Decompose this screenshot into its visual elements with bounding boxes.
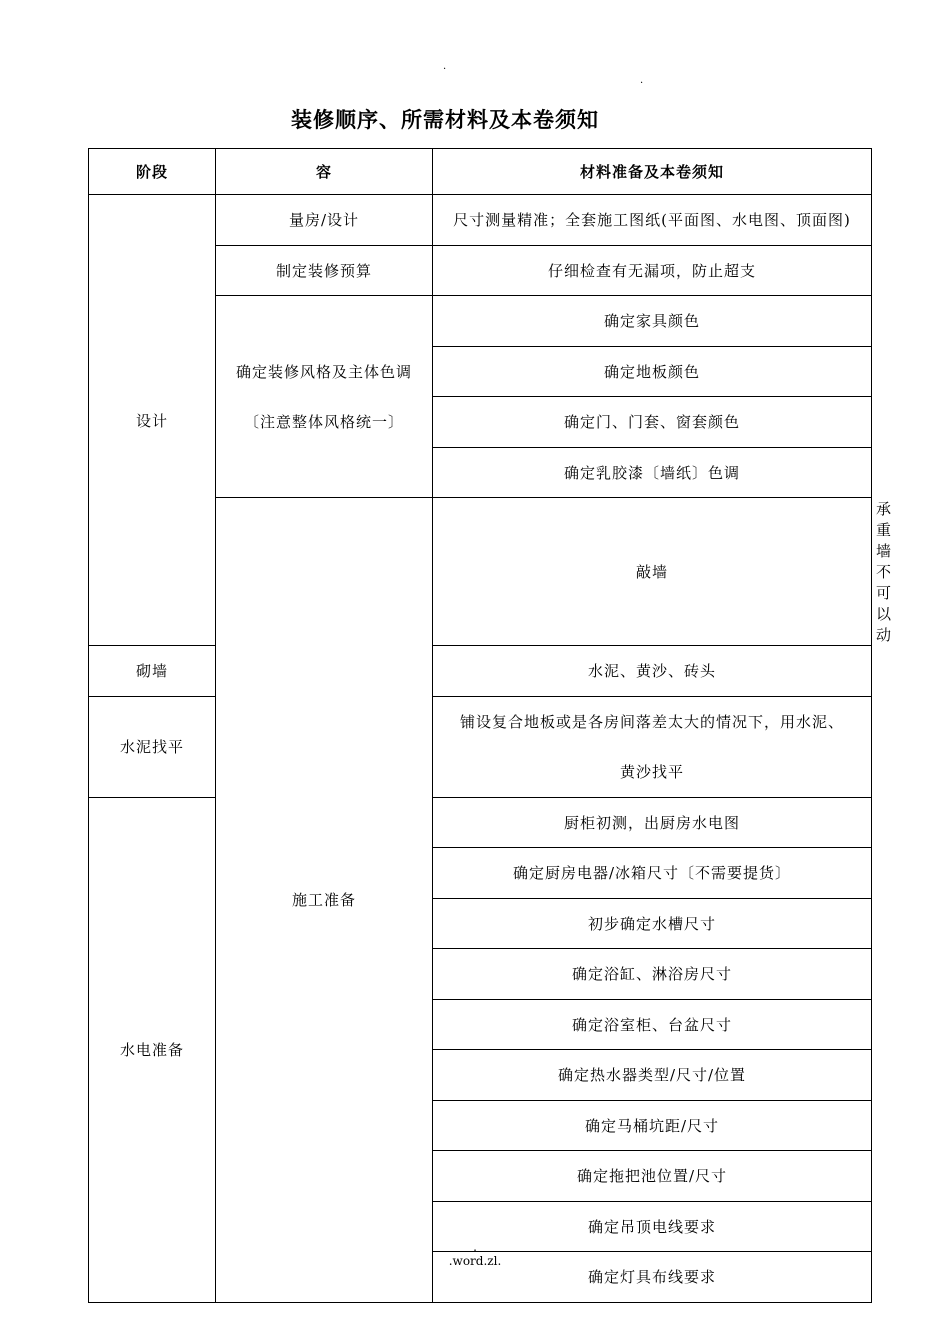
material-cell: 确定门、门套、窗套颜色 — [433, 397, 872, 448]
content-cell-style — [216, 296, 433, 498]
header-dot-left: . — [443, 61, 447, 72]
material-cell: 确定厨房电器/冰箱尺寸〔不需要提货〕 — [433, 848, 872, 899]
content-cell-plumbing: 水电准备 — [89, 797, 216, 1302]
content-cell: 制定装修预算 — [216, 245, 433, 296]
material-cell: 确定浴缸、淋浴房尺寸 — [433, 949, 872, 1000]
page-title: 装修顺序、所需材料及本卷须知 — [291, 107, 599, 132]
material-line: 铺设复合地板或是各房间落差太大的情况下，用水泥、 — [459, 712, 844, 731]
table-row — [89, 195, 872, 246]
table-row — [89, 696, 872, 797]
material-cell: 初步确定水槽尺寸 — [433, 898, 872, 949]
header-dot-right: . — [640, 75, 644, 86]
stage-cell-design: 设计 — [89, 195, 216, 646]
material-line: 黄沙找平 — [619, 762, 684, 781]
content-cell: 砌墙 — [89, 646, 216, 697]
footer-text: .word.zl. — [448, 1254, 502, 1268]
header-stage: 阶段 — [89, 149, 216, 195]
material-cell: 仔细检查有无漏项，防止超支 — [433, 245, 872, 296]
stage-cell-prep: 施工准备 — [216, 498, 433, 1303]
table-row: 施工准备 敲墙 承重墙不可以动 — [89, 498, 872, 646]
content-cell: 敲墙 — [433, 498, 872, 646]
material-cell-wrap — [433, 696, 872, 797]
material-cell: 确定马桶坑距/尺寸 — [433, 1100, 872, 1151]
material-cell: 确定乳胶漆〔墙纸〕色调 — [433, 447, 872, 498]
material-cell: 确定吊顶电线要求 — [433, 1201, 872, 1252]
content-line: 〔注意整体风格统一〕 — [243, 412, 404, 431]
material-cell: 确定地板颜色 — [433, 346, 872, 397]
material-cell: 确定浴室柜、台盆尺寸 — [433, 999, 872, 1050]
material-cell: 确定拖把池位置/尺寸 — [433, 1151, 872, 1202]
table-header-row — [89, 149, 872, 195]
renovation-table — [88, 148, 893, 1303]
header-material: 材料准备及本卷须知 — [433, 149, 872, 195]
header-content: 容 — [216, 149, 433, 195]
material-cell: 确定家具颜色 — [433, 296, 872, 347]
content-line: 确定装修风格及主体色调 — [235, 362, 412, 381]
table-row — [89, 797, 872, 848]
page-footer — [0, 1240, 950, 1268]
material-cell: 尺寸测量精准；全套施工图纸(平面图、水电图、顶面图) — [433, 195, 872, 246]
material-cell: 水泥、黄沙、砖头 — [433, 646, 872, 697]
content-cell: 量房/设计 — [216, 195, 433, 246]
footer-dot: . — [473, 1240, 477, 1254]
material-cell: 确定热水器类型/尺寸/位置 — [433, 1050, 872, 1101]
material-cell: 确定灯具布线要求 — [433, 1252, 872, 1303]
material-cell: 厨柜初测，出厨房水电图 — [433, 797, 872, 848]
table-row — [89, 646, 872, 697]
content-cell: 水泥找平 — [89, 696, 216, 797]
